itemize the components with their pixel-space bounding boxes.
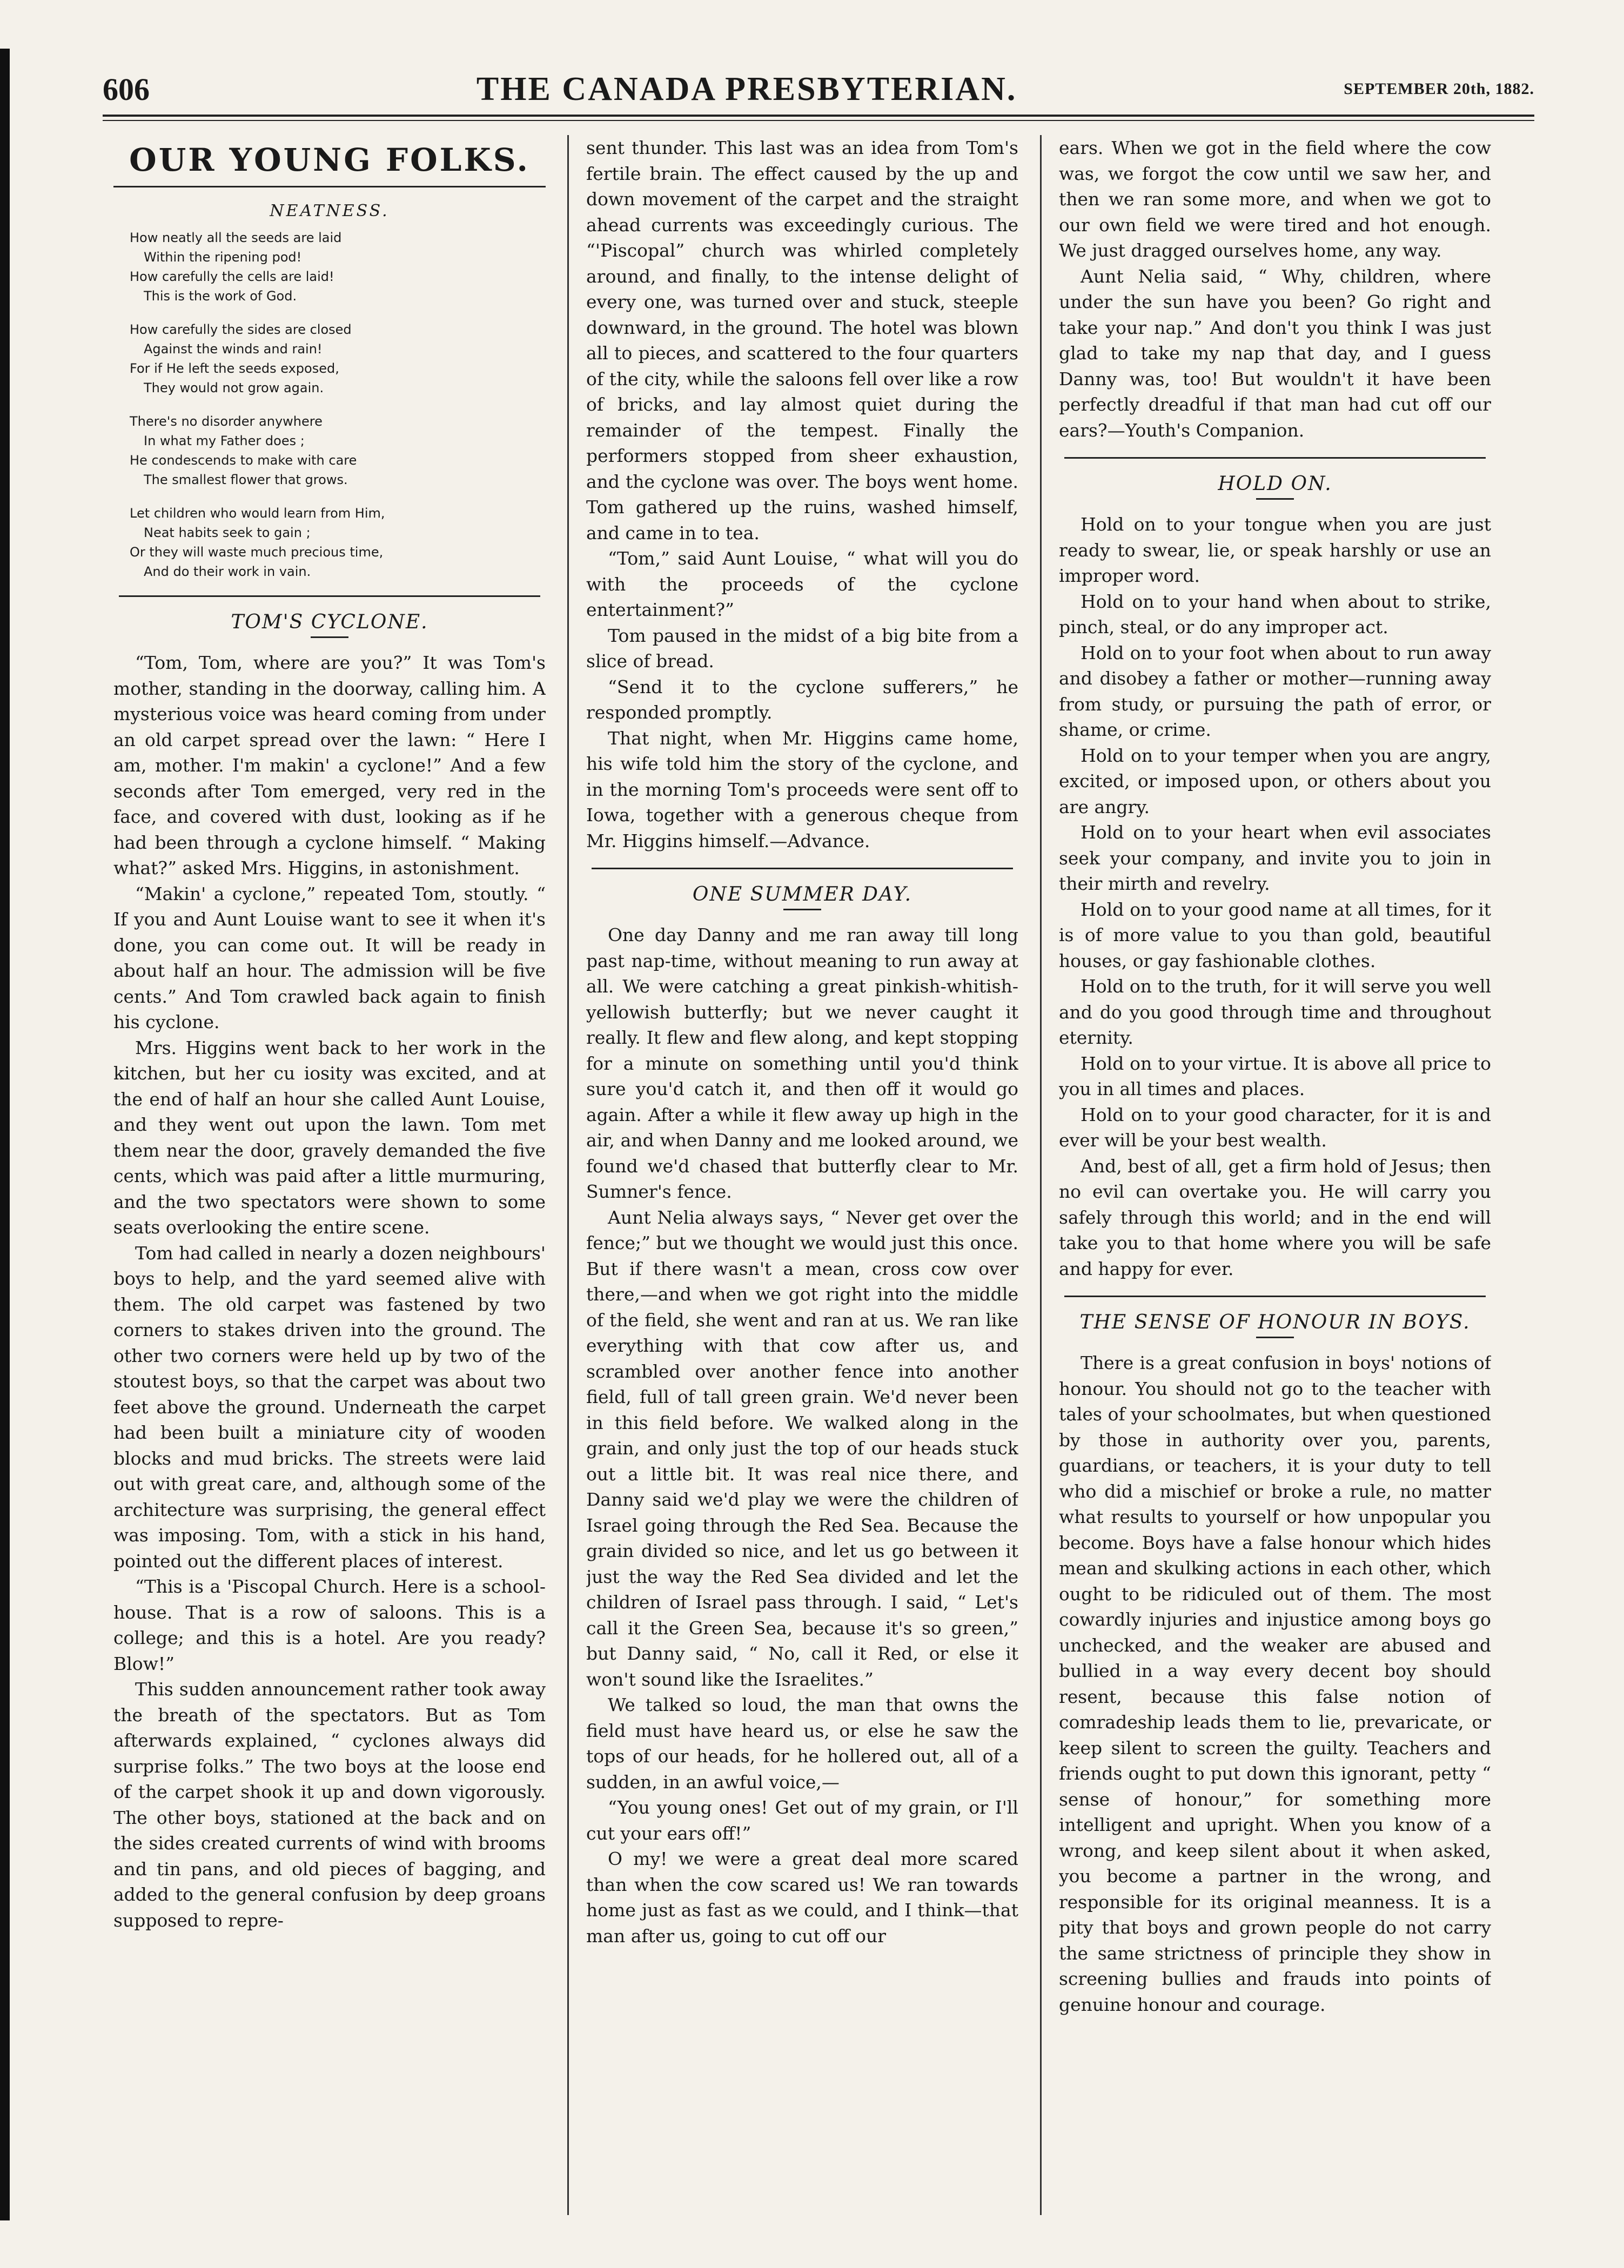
paragraph: That night, when Mr. Higgins came home, his wife told him the story of the cyclone, and in the morning Tom's proceeds were sent off to Iowa, together with a generous cheque from Mr. Higgins himself.—Advance. <box>586 727 1018 851</box>
paragraph: This sudden announcement rather took away the breath of the spectators. But as Tom afterwards explained, “ cyclones always did surprise folks.” The two boys at the loose end of the carpet shook it up and down vigorously. The other boys, stationed at the back and on the sides created currents of wind with brooms and tin pans, and old pieces of bagging, and added to the general confusion by deep groans supposed to repre- <box>113 1679 546 1931</box>
column-divider <box>567 135 569 2215</box>
story-title: THE SENSE OF HONOUR IN BOYS. <box>1079 1311 1471 1333</box>
paragraph: We talked so loud, the man that owns the field must have heard us, or else he saw the tops of our heads, for he hollered out, all of a sudden, in an awful voice,— <box>586 1694 1018 1793</box>
title-rule <box>311 636 348 638</box>
poem-line: How carefully the cells are laid! <box>130 269 334 284</box>
paragraph: Tom paused in the midst of a big bite from a slice of bread. <box>586 625 1018 672</box>
section-title: OUR YOUNG FOLKS. <box>129 142 530 178</box>
header-rule <box>103 115 1534 117</box>
poem-line: Neat habits seek to gain ; <box>144 525 311 540</box>
poem-line: Within the ripening pod! <box>144 250 302 265</box>
poem-line: And do their work in vain. <box>144 564 311 579</box>
poem-stanza <box>130 320 546 398</box>
paragraph: Hold on to your virtue. It is above all price to you in all times and places. <box>1059 1052 1491 1099</box>
poem-line: For if He left the seeds exposed, <box>130 361 339 376</box>
paragraph: One day Danny and me ran away till long past nap-time, without meaning to run away at all. We were catching a great pinkish-whitish-yellowish butterfly; but we never caught it really. It flew and flew along, and kept stopping for a minute on something until you'd think sure you'd catch it, and then off it would go again. After a while it flew away up high in the air, and when Danny and me looked around, we found we'd chased that butterfly clear to Mr. Sumner's fence. <box>586 924 1018 1202</box>
paragraph: Hold on to your temper when you are angry, excited, or imposed upon, or others about you are angry. <box>1059 744 1491 817</box>
poem-line: In what my Father does ; <box>144 433 305 448</box>
paragraph: sent thunder. This last was an idea from Tom's fertile brain. The effect caused by the up and down movement of the carpet and the straight ahead currents was exceedingly curious. The “'Piscopal” church was whirled completely around, and finally, to the intense delight of every one, was turned over and stuck, steeple downward, in the ground. The hotel was blown all to pieces, and scattered to the four quarters of the city, while the saloons fell over like a row of bricks, and lay almost quiet during the remainder of the tempest. Finally the performers stopped from sheer exhaustion, and the cyclone was over. The boys went home. Tom gathered up the ruins, washed himself, and came in to tea. <box>586 137 1018 543</box>
paragraph: “This is a 'Piscopal Church. Here is a school-house. That is a row of saloons. This is a college; and this is a hotel. Are you ready? Blow!” <box>113 1576 546 1674</box>
paragraph: There is a great confusion in boys' notions of honour. You should not go to the teacher with tales of your schoolmates, but when questioned by those in authority over you, parents, guardians, or teachers, it is your duty to tell who did a mischief or broke a rule, no matter what results to yourself or how unpopular you become. Boys have a false honour which hides mean and skulking actions in each other, which ought to be ridiculed out of them. The most cowardly injuries and injustice among boys go unchecked, and the weaker are abused and bullied in a way every decent boy should resent, because this false notion of comradeship leads them to lie, prevaricate, or keep silent to screen the guilty. Teachers and friends ought to put down this ignorant, petty “ sense of honour,” for something more intelligent and upright. When you know of a wrong, and keep silent about it when asked, you become a partner in the wrong, and responsible for its original meanness. It is a pity that boys and grown people do not carry the same strictness of principle they show in screening bullies and frauds into points of genuine honour and courage. <box>1059 1352 1491 2015</box>
column-2 <box>586 135 1018 2242</box>
paragraph: Hold on to your hand when about to strike, pinch, steal, or do any improper act. <box>1059 591 1491 638</box>
paragraph: Hold on to your foot when about to run away and disobey a father or mother—running away from study, or pursuing the path of error, or shame, or crime. <box>1059 642 1491 740</box>
paragraph: Hold on to your tongue when you are just ready to swear, lie, or speak harshly or use an improper word. <box>1059 514 1491 586</box>
poem-stanza <box>130 228 546 306</box>
story-title: HOLD ON. <box>1218 473 1332 495</box>
page-header <box>103 65 1534 113</box>
page-number: 606 <box>103 71 150 107</box>
paragraph: Hold on to your good name at all times, for it is of more value to you than gold, beautiful houses, or gay fashionable clothes. <box>1059 898 1491 971</box>
poem-line: How neatly all the seeds are laid <box>130 230 342 245</box>
paragraph: “Tom, Tom, where are you?” It was Tom's mother, standing in the doorway, calling him. A mysterious voice was heard coming from under an old carpet spread over the lawn: “ Here I am, mother. I'm makin' a cyclone!” And a few seconds after Tom emerged, very red in the face, and covered with dust, looking as if he had been through a cyclone himself. “ Making what?” asked Mrs. Higgins, in astonishment. <box>113 652 546 878</box>
paragraph: And, best of all, get a firm hold of Jesus; then no evil can overtake you. He will carry you safely through this world; and in the end will take you to that home where you will be safe and happy for ever. <box>1059 1155 1491 1279</box>
binding-edge <box>0 49 10 2220</box>
paragraph: Mrs. Higgins went back to her work in the kitchen, but her cu iosity was excited, and at the end of half an hour she called Aunt Louise, and they went out upon the lawn. Tom met them near the door, gravely demanded the five cents, which was paid after a little murmuring, and the two spectators were shown to some seats overlooking the entire scene. <box>113 1037 546 1238</box>
poem-line: How carefully the sides are closed <box>130 322 352 337</box>
paragraph: Aunt Nelia always says, “ Never get over the fence;” but we thought we would just this once. But if there wasn't a mean, cross cow over there,—and when we got right into the middle of the field, she went and ran at us. We ran like everything with that cow after us, and scrambled over another fence into another field, full of tall green grain. We'd never been in this field before. We walked along in the grain, and only just the top of our heads stuck out a little bit. It was real nice there, and Danny said we'd play we were the children of Israel going through the Red Sea. Because the grain divided so nice, and let us go between it just the way the Red Sea divided and let the children of Israel pass through. I said, “ Let's call it the Green Sea, because it's so green,” but Danny said, “ No, call it Red, or else it won't sound like the Israelites.” <box>586 1206 1018 1690</box>
paragraph: Aunt Nelia said, “ Why, children, where under the sun have you been? Go right and take your nap.” And don't you think I was just glad to take my nap that day, and I guess Danny was, too! But wouldn't it have been perfectly dreadful if that man had cut off our ears?—Youth's Companion. <box>1059 265 1491 441</box>
story-title: ONE SUMMER DAY. <box>692 883 912 905</box>
masthead: THE CANADA PRESBYTERIAN. <box>476 70 1017 108</box>
section-separator <box>119 595 540 597</box>
section-separator <box>1064 457 1486 459</box>
paragraph: Hold on to your heart when evil associates seek your company, and invite you to join in their mirth and revelry. <box>1059 822 1491 894</box>
poem-line: Against the winds and rain! <box>144 341 323 357</box>
paragraph: “You young ones! Get out of my grain, or I'll cut your ears off!” <box>586 1797 1018 1844</box>
poem-line: Let children who would learn from Him, <box>130 506 385 521</box>
poem-stanza <box>130 504 546 581</box>
section-separator <box>592 868 1013 869</box>
header-rule-thin <box>103 120 1534 121</box>
paragraph: Hold on to the truth, for it will serve you well and do you good through time and throughout eternity. <box>1059 976 1491 1048</box>
story-title: TOM'S CYCLONE. <box>231 611 428 633</box>
poem-line: The smallest flower that grows. <box>144 472 348 487</box>
poem-line: Or they will waste much precious time, <box>130 545 384 560</box>
paragraph: “Tom,” said Aunt Louise, “ what will you do with the proceeds of the cyclone entertainment?” <box>586 548 1018 620</box>
issue-date: SEPTEMBER 20th, 1882. <box>1344 80 1534 98</box>
poem-line: They would not grow again. <box>144 380 324 395</box>
poem <box>113 228 546 581</box>
paragraph: Hold on to your good character, for it is and ever will be your best wealth. <box>1059 1104 1491 1151</box>
title-rule <box>1256 1337 1294 1338</box>
title-rule <box>1256 498 1294 500</box>
column-3 <box>1059 135 1491 2242</box>
paragraph: Tom had called in nearly a dozen neighbours' boys to help, and the yard seemed alive with them. The old carpet was fastened by two corners to stakes driven into the ground. The other two corners were held up by two of the stoutest boys, so that the carpet was about two feet above the ground. Underneath the carpet had been built a miniature city of wooden blocks and mud bricks. The streets were laid out with great care, and, although some of the architecture was surprising, the general effect was imposing. Tom, with a stick in his hand, pointed out the different places of interest. <box>113 1242 546 1572</box>
paragraph: “Send it to the cyclone sufferers,” he responded promptly. <box>586 676 1018 723</box>
section-separator <box>1064 1296 1486 1297</box>
paragraph: “Makin' a cyclone,” repeated Tom, stoutly. “ If you and Aunt Louise want to see it when it's done, you can come out. It will be ready in about half an hour. The admission will be five cents.” And Tom crawled back again to finish his cyclone. <box>113 883 546 1032</box>
column-divider <box>1040 135 1042 2215</box>
poem-stanza <box>130 412 546 489</box>
paragraph: ears. When we got in the field where the cow was, we forgot the cow until we saw her, and then we ran some more, and when we got to our own field we were tired and hot enough. We just dragged ourselves home, any way. <box>1059 137 1491 261</box>
poem-line: This is the work of God. <box>144 288 297 304</box>
poem-title: NEATNESS. <box>270 202 390 220</box>
poem-line: There's no disorder anywhere <box>130 414 323 429</box>
poem-line: He condescends to make with care <box>130 453 357 468</box>
section-title-rule <box>113 186 546 187</box>
title-rule <box>783 909 821 910</box>
paragraph: O my! we were a great deal more scared than when the cow scared us! We ran towards home just as fast as we could, and I think—that man after us, going to cut off our <box>586 1848 1018 1947</box>
column-1 <box>113 135 546 2242</box>
